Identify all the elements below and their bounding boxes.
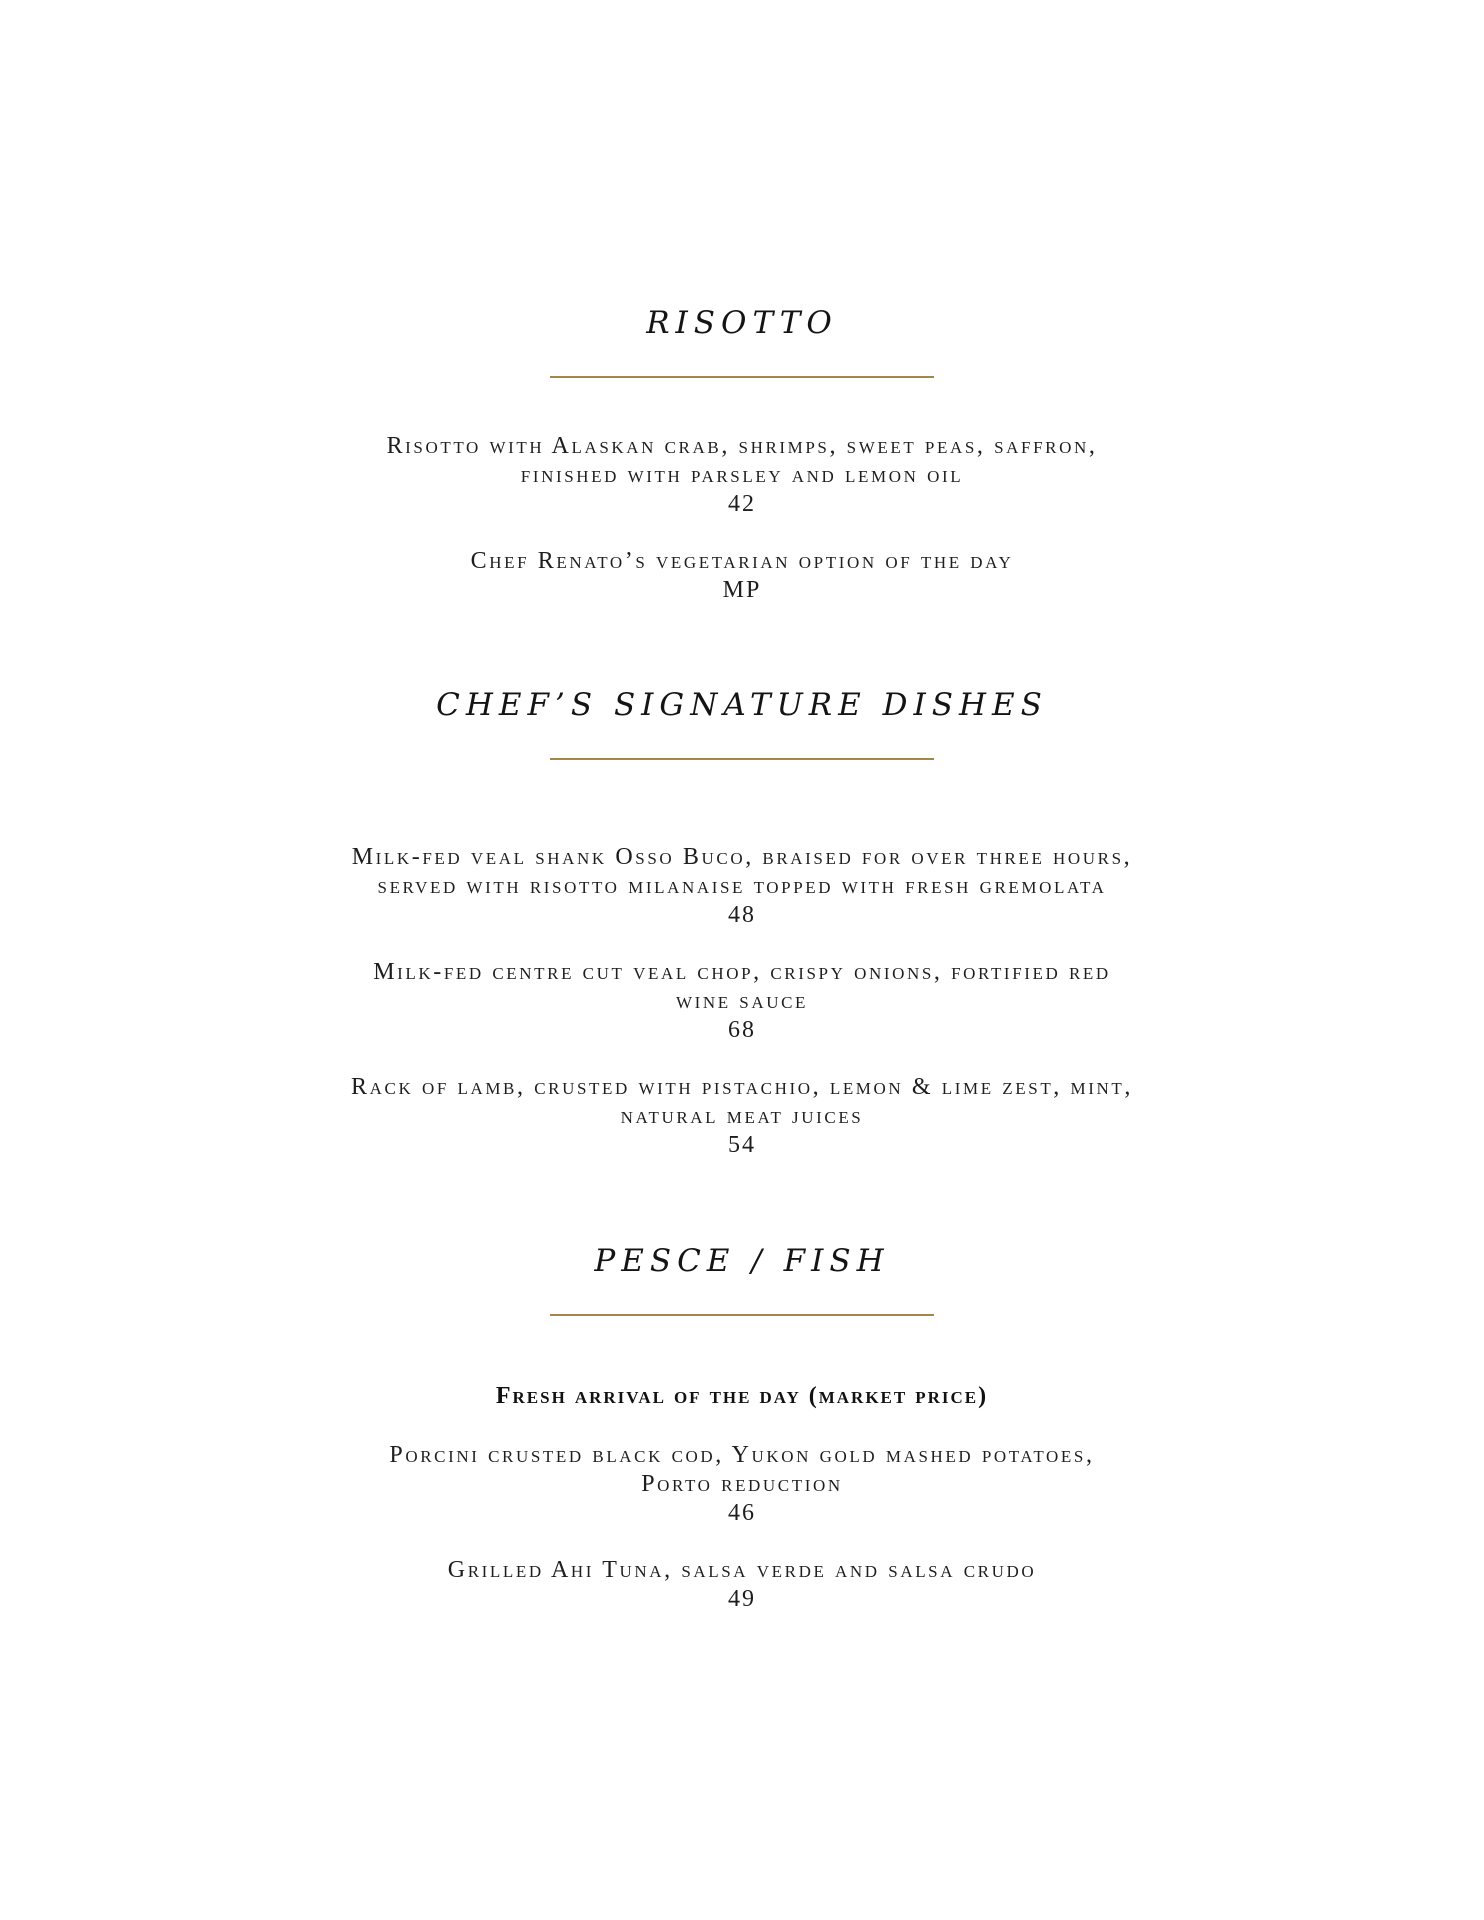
- section-divider: [550, 758, 934, 760]
- item-price: 48: [728, 902, 756, 928]
- item-price: 54: [728, 1132, 756, 1158]
- menu-item-veal-chop: [0, 958, 1484, 1045]
- item-description: Chef Renato’s vegetarian option of the day: [470, 548, 1014, 574]
- item-description: Rack of lamb, crusted with pistachio, lemon & lime zest, mint,: [351, 1074, 1133, 1100]
- fresh-arrival-note: Fresh arrival of the day (market price): [495, 1383, 989, 1409]
- item-description: served with risotto milanaise topped with fresh gremolata: [377, 873, 1107, 899]
- section-divider: [550, 376, 934, 378]
- item-description: natural meat juices: [620, 1103, 864, 1129]
- menu-item-osso-buco: [0, 843, 1484, 930]
- menu-item-ahi-tuna: [0, 1556, 1484, 1614]
- menu-item-vegetarian-option: [0, 547, 1484, 605]
- item-description: wine sauce: [675, 988, 809, 1014]
- item-description: Risotto with Alaskan crab, shrimps, sweet peas, saffron,: [386, 433, 1098, 459]
- item-price: 42: [728, 491, 756, 517]
- item-description: Milk-fed veal shank Osso Buco, braised for over three hours,: [351, 844, 1133, 870]
- item-description: Milk-fed centre cut veal chop, crispy onions, fortified red: [373, 959, 1111, 985]
- item-price: MP: [722, 577, 762, 603]
- menu-item-black-cod: [0, 1441, 1484, 1528]
- item-price: 68: [728, 1017, 756, 1043]
- item-description: Grilled Ahi Tuna, salsa verde and salsa crudo: [447, 1557, 1037, 1583]
- menu-item-crab-risotto: [0, 432, 1484, 519]
- section-title-risotto: RISOTTO: [646, 305, 838, 341]
- item-description: finished with parsley and lemon oil: [520, 462, 964, 488]
- section-title-signature-dishes: CHEF’S SIGNATURE DISHES: [436, 687, 1048, 723]
- item-description: Porto reduction: [641, 1471, 843, 1497]
- section-title-fish: PESCE / FISH: [594, 1243, 890, 1279]
- item-price: 49: [728, 1586, 756, 1612]
- item-description: Porcini crusted black cod, Yukon gold mashed potatoes,: [389, 1442, 1095, 1468]
- section-divider: [550, 1314, 934, 1316]
- menu-item-rack-of-lamb: [0, 1073, 1484, 1160]
- item-price: 46: [728, 1500, 756, 1526]
